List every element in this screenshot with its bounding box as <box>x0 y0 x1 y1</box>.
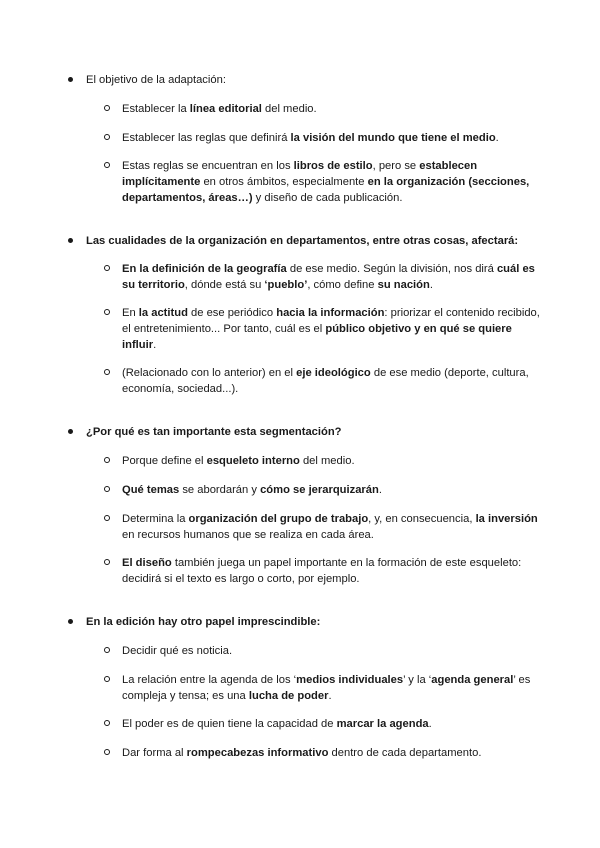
bold-text: la visión del mundo que tiene el medio <box>290 132 496 144</box>
heading-text: Las cualidades de la organización en departamentos, entre otras cosas, afectará: <box>86 235 519 247</box>
text: . <box>378 484 382 496</box>
text: . <box>429 279 433 291</box>
text: y diseño de cada publicación. <box>252 192 403 204</box>
text: del medio. <box>261 103 317 115</box>
list-item <box>122 261 542 293</box>
bold-text: en la organización (secciones, departamentos, áreas…) <box>122 176 530 204</box>
text: Determina la <box>122 513 189 525</box>
hollow-bullet-icon <box>104 559 110 565</box>
text: , y, en consecuencia, <box>368 513 476 525</box>
text: en recursos humanos que se realiza en cada área. <box>122 529 374 541</box>
bullet-icon <box>68 619 73 624</box>
bold-text: público objetivo y en qué se quiere influir <box>122 323 512 351</box>
bold-text: En la definición de la geografía <box>122 263 287 275</box>
text: Porque define el <box>122 455 207 467</box>
text: : priorizar el contenido recibido, el entretenimiento... Por tanto, cuál es el <box>122 307 540 335</box>
list-item <box>122 453 542 469</box>
bold-text: eje ideológico <box>296 367 371 379</box>
bold-text: la inversión <box>475 513 538 525</box>
bold-text: línea editorial <box>189 103 262 115</box>
bold-text: lucha de poder <box>248 690 329 702</box>
text: de ese periódico <box>187 307 277 319</box>
bullet-icon <box>68 429 73 434</box>
text: también juega un papel importante en la formación de este esqueleto: decidirá si el texto es largo o corto, por ejemplo. <box>122 557 522 585</box>
list-item <box>122 643 542 659</box>
heading-text: ¿Por qué es tan importante esta segmentación? <box>86 426 342 438</box>
hollow-bullet-icon <box>104 720 110 726</box>
heading-text: El objetivo de la adaptación: <box>86 74 226 86</box>
text: Establecer la <box>122 103 190 115</box>
section-heading <box>86 233 556 249</box>
hollow-bullet-icon <box>104 162 110 168</box>
text: , dónde está su <box>184 279 265 291</box>
text: Establecer las reglas que definirá <box>122 132 291 144</box>
list-item <box>122 482 542 498</box>
list-item <box>122 305 542 353</box>
list-item <box>122 365 542 397</box>
bold-text: cómo se jerarquizarán <box>260 484 379 496</box>
bold-text: Qué temas <box>122 484 180 496</box>
list-item <box>122 158 542 206</box>
bold-text: medios individuales <box>296 674 404 686</box>
text: , pero se <box>372 160 420 172</box>
bold-text: cuál es su territorio <box>122 263 535 291</box>
text: en otros ámbitos, especialmente <box>200 176 368 188</box>
bold-text: ‘pueblo’ <box>264 279 308 291</box>
text: se abordarán y <box>179 484 261 496</box>
text: de ese medio. Según la división, nos dirá <box>286 263 497 275</box>
hollow-bullet-icon <box>104 369 110 375</box>
list-item <box>122 716 542 732</box>
list-item <box>122 745 542 761</box>
hollow-bullet-icon <box>104 105 110 111</box>
text: . <box>428 718 432 730</box>
section-heading <box>86 614 556 630</box>
bold-text: organización del grupo de trabajo <box>188 513 369 525</box>
heading-text: En la edición hay otro papel imprescindible: <box>86 616 321 628</box>
text: dentro de cada departamento. <box>328 747 482 759</box>
hollow-bullet-icon <box>104 457 110 463</box>
text: del medio. <box>299 455 355 467</box>
bold-text: libros de estilo <box>293 160 373 172</box>
hollow-bullet-icon <box>104 676 110 682</box>
bold-text: establecen implícitamente <box>122 160 478 188</box>
hollow-bullet-icon <box>104 647 110 653</box>
bold-text: esqueleto interno <box>206 455 300 467</box>
text: , cómo define <box>307 279 378 291</box>
list-item <box>122 130 542 146</box>
text: ’ y la ‘ <box>403 674 432 686</box>
text: Dar forma al <box>122 747 187 759</box>
hollow-bullet-icon <box>104 309 110 315</box>
text: . <box>153 339 157 351</box>
text: . <box>328 690 332 702</box>
text: Estas reglas se encuentran en los <box>122 160 294 172</box>
text: ’ es compleja y tensa; es una <box>122 674 531 702</box>
text: La relación entre la agenda de los ‘ <box>122 674 297 686</box>
hollow-bullet-icon <box>104 515 110 521</box>
list-item <box>122 101 542 117</box>
hollow-bullet-icon <box>104 486 110 492</box>
list-item <box>122 555 542 587</box>
hollow-bullet-icon <box>104 749 110 755</box>
bold-text: rompecabezas informativo <box>186 747 329 759</box>
list-item <box>122 672 542 704</box>
bold-text: hacia la información <box>276 307 385 319</box>
text: Decidir qué es noticia. <box>122 645 233 657</box>
bold-text: El diseño <box>122 557 172 569</box>
text: (Relacionado con lo anterior) en el <box>122 367 297 379</box>
bullet-icon <box>68 77 73 82</box>
bold-text: la actitud <box>138 307 188 319</box>
text: . <box>495 132 499 144</box>
bold-text: marcar la agenda <box>336 718 429 730</box>
list-item <box>122 511 542 543</box>
bullet-icon <box>68 238 73 243</box>
section-heading <box>86 424 556 440</box>
hollow-bullet-icon <box>104 134 110 140</box>
text: El poder es de quien tiene la capacidad de <box>122 718 337 730</box>
section-heading <box>86 72 556 88</box>
text: En <box>122 307 139 319</box>
bold-text: su nación <box>377 279 430 291</box>
hollow-bullet-icon <box>104 265 110 271</box>
bold-text: agenda general <box>431 674 514 686</box>
text: de ese medio (deporte, cultura, economía, sociedad...). <box>122 367 529 395</box>
